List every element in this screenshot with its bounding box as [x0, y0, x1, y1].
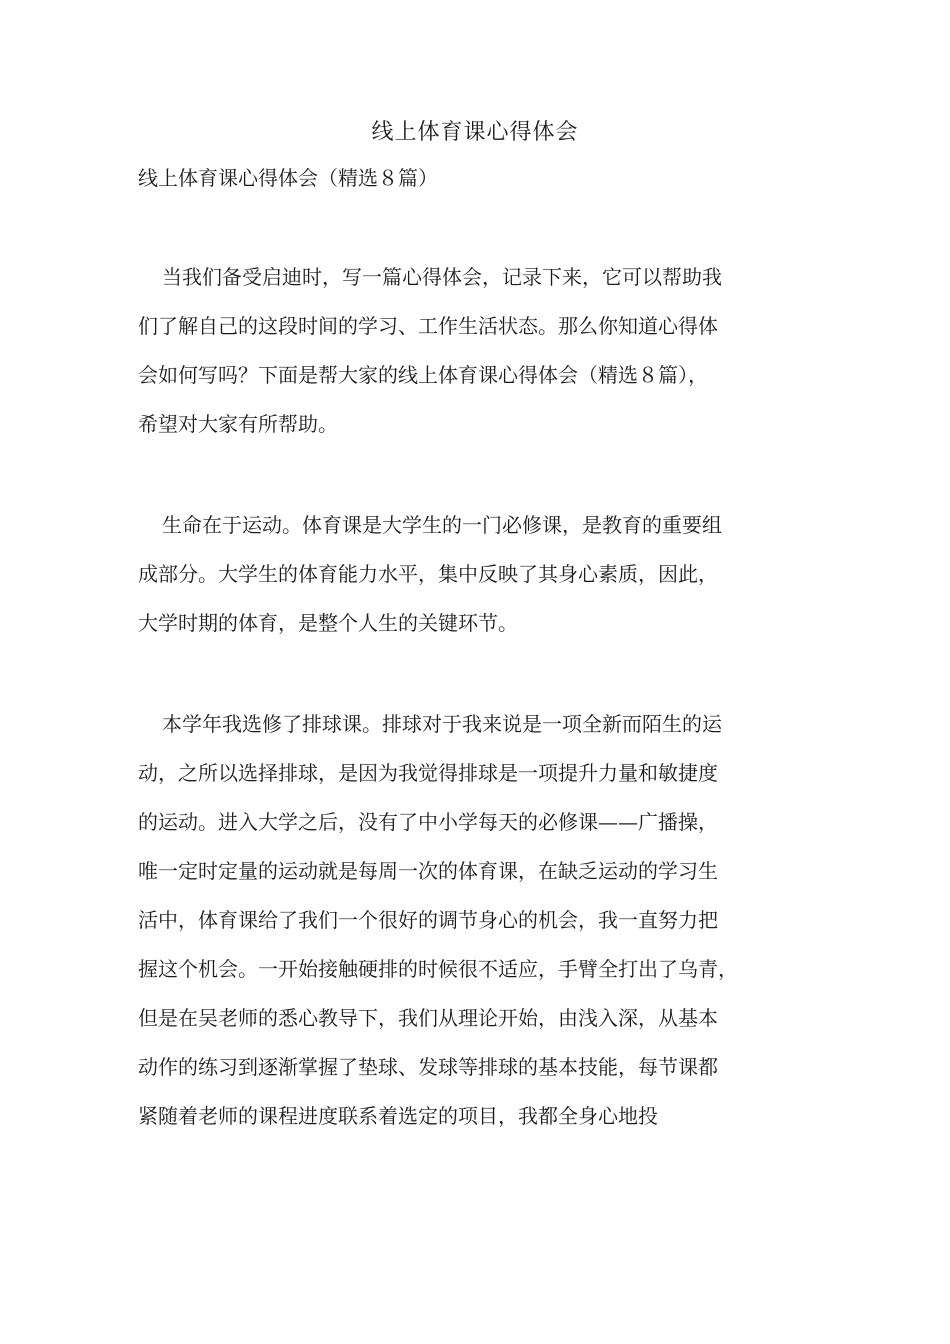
paragraph-line: 会如何写吗？下面是帮大家的线上体育课心得体会（精选８篇），: [138, 363, 708, 387]
paragraph-3: [138, 710, 738, 1151]
paragraph-line: 希望对大家有所帮助。: [138, 412, 338, 436]
paragraph-line: 本学年我选修了排球课。排球对于我来说是一项全新而陌生的运: [162, 712, 722, 736]
paragraph-line: 的运动。进入大学之后，没有了中小学每天的必修课——广播操，: [138, 810, 718, 834]
document-title: 线上体育课心得体会: [371, 120, 579, 145]
paragraph-line: 紧随着老师的课程进度联系着选定的项目，我都全身心地投: [138, 1104, 658, 1128]
paragraph-line: 活中，体育课给了我们一个很好的调节身心的机会，我一直努力把: [138, 908, 718, 932]
paragraph-line: 动作的练习到逐渐掌握了垫球、发球等排球的基本技能，每节课都: [138, 1055, 718, 1079]
paragraph-1: [138, 263, 722, 459]
paragraph-line: 握这个机会。一开始接触硬排的时候很不适应，手臂全打出了乌青，: [138, 957, 738, 981]
paragraph-2: [138, 511, 722, 658]
paragraph-line: 动，之所以选择排球，是因为我觉得排球是一项提升力量和敏捷度: [138, 761, 718, 785]
paragraph-line: 大学时期的体育，是整个人生的关键环节。: [138, 611, 518, 635]
paragraph-line: 成部分。大学生的体育能力水平，集中反映了其身心素质，因此，: [138, 562, 718, 586]
paragraph-line: 但是在吴老师的悉心教导下，我们从理论开始，由浅入深，从基本: [138, 1006, 718, 1030]
paragraph-line: 当我们备受启迪时，写一篇心得体会，记录下来，它可以帮助我: [162, 265, 722, 289]
paragraph-line: 唯一定时定量的运动就是每周一次的体育课，在缺乏运动的学习生: [138, 859, 718, 883]
document-subtitle: 线上体育课心得体会（精选８篇）: [138, 166, 438, 190]
paragraph-line: 们了解自己的这段时间的学习、工作生活状态。那么你知道心得体: [138, 314, 718, 338]
paragraph-line: 生命在于运动。体育课是大学生的一门必修课，是教育的重要组: [162, 513, 722, 537]
